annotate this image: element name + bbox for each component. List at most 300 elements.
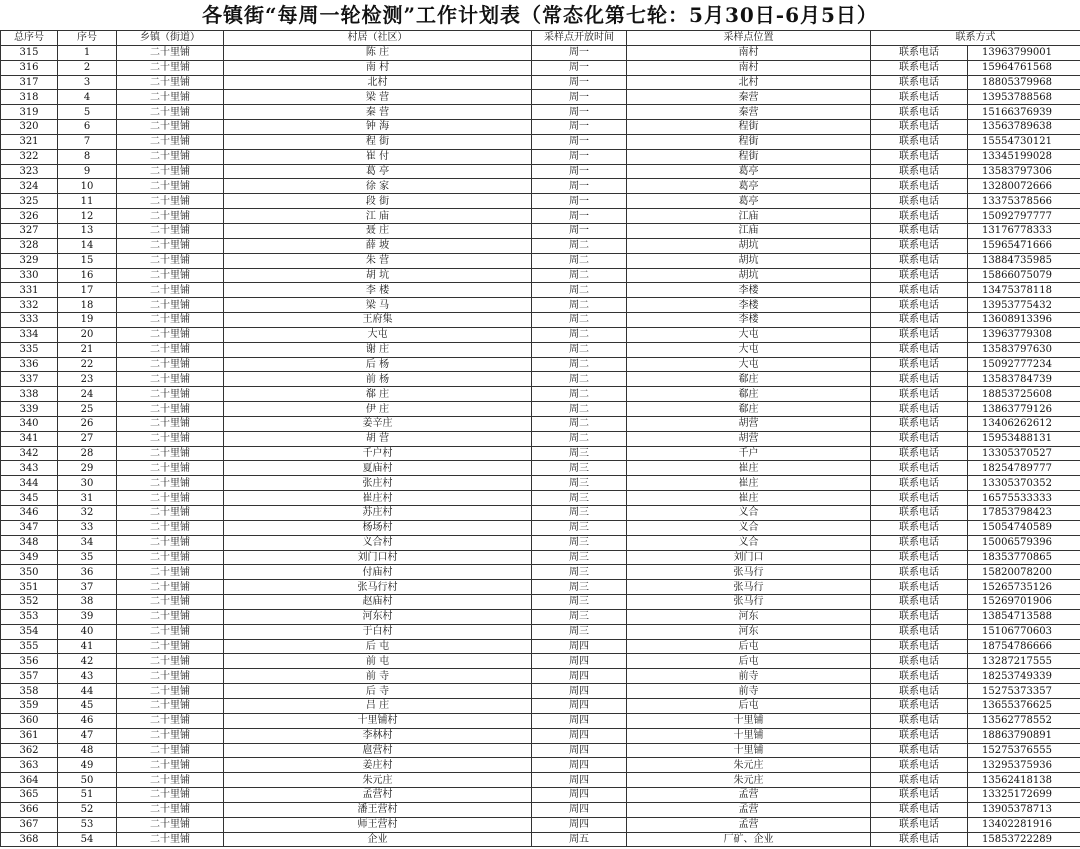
open-time-cell: 周四 (532, 698, 627, 713)
phone-number-cell: 13963799001 (968, 45, 1080, 60)
no-cell: 14 (58, 238, 117, 253)
open-time-cell: 周四 (532, 654, 627, 669)
phone-number-cell: 15054740589 (968, 520, 1080, 535)
open-time-cell: 周一 (532, 60, 627, 75)
location-cell: 河东 (627, 609, 871, 624)
table-row (1, 238, 1080, 253)
village-cell: 姜庄村 (224, 758, 532, 773)
phone-label-cell: 联系电话 (871, 194, 968, 209)
location-cell: 前寺 (627, 669, 871, 684)
table-row (1, 209, 1080, 224)
village-cell: 后 寺 (224, 684, 532, 699)
town-cell: 二十里铺 (117, 743, 224, 758)
phone-number-cell: 13953788568 (968, 90, 1080, 105)
location-cell: 胡坑 (627, 268, 871, 283)
village-cell: 前 寺 (224, 669, 532, 684)
phone-label-cell: 联系电话 (871, 298, 968, 313)
no-cell: 22 (58, 357, 117, 372)
table-row (1, 446, 1080, 461)
village-cell: 杨场村 (224, 520, 532, 535)
open-time-cell: 周一 (532, 120, 627, 135)
total-no-cell: 356 (1, 654, 58, 669)
no-cell: 7 (58, 134, 117, 149)
location-cell: 李楼 (627, 298, 871, 313)
header-location: 采样点位置 (627, 31, 871, 46)
table-row (1, 149, 1080, 164)
no-cell: 44 (58, 684, 117, 699)
table-row (1, 298, 1080, 313)
header-open-time: 采样点开放时间 (532, 31, 627, 46)
open-time-cell: 周一 (532, 223, 627, 238)
location-cell: 前寺 (627, 684, 871, 699)
open-time-cell: 周四 (532, 802, 627, 817)
table-row (1, 713, 1080, 728)
village-cell: 潘王营村 (224, 802, 532, 817)
phone-label-cell: 联系电话 (871, 327, 968, 342)
location-cell: 葛亭 (627, 179, 871, 194)
village-cell: 扈营村 (224, 743, 532, 758)
village-cell: 葛 亭 (224, 164, 532, 179)
total-no-cell: 323 (1, 164, 58, 179)
no-cell: 19 (58, 313, 117, 328)
no-cell: 5 (58, 105, 117, 120)
table-row (1, 90, 1080, 105)
total-no-cell: 316 (1, 60, 58, 75)
phone-label-cell: 联系电话 (871, 565, 968, 580)
village-cell: 苏庄村 (224, 506, 532, 521)
table-row (1, 476, 1080, 491)
town-cell: 二十里铺 (117, 728, 224, 743)
total-no-cell: 347 (1, 520, 58, 535)
total-no-cell: 330 (1, 268, 58, 283)
phone-label-cell: 联系电话 (871, 416, 968, 431)
village-cell: 张庄村 (224, 476, 532, 491)
phone-number-cell: 15092777234 (968, 357, 1080, 372)
total-no-cell: 320 (1, 120, 58, 135)
table-row (1, 402, 1080, 417)
table-row (1, 387, 1080, 402)
phone-label-cell: 联系电话 (871, 461, 968, 476)
village-cell: 段 街 (224, 194, 532, 209)
phone-number-cell: 15265735126 (968, 580, 1080, 595)
location-cell: 后屯 (627, 654, 871, 669)
total-no-cell: 338 (1, 387, 58, 402)
total-no-cell: 365 (1, 788, 58, 803)
total-no-cell: 352 (1, 595, 58, 610)
table-row (1, 624, 1080, 639)
village-cell: 北村 (224, 75, 532, 90)
phone-number-cell: 13563789638 (968, 120, 1080, 135)
open-time-cell: 周三 (532, 565, 627, 580)
phone-label-cell: 联系电话 (871, 728, 968, 743)
table-row (1, 327, 1080, 342)
town-cell: 二十里铺 (117, 120, 224, 135)
total-no-cell: 345 (1, 491, 58, 506)
location-cell: 郗庄 (627, 402, 871, 417)
total-no-cell: 362 (1, 743, 58, 758)
location-cell: 义合 (627, 520, 871, 535)
open-time-cell: 周四 (532, 684, 627, 699)
open-time-cell: 周一 (532, 194, 627, 209)
village-cell: 崔庄村 (224, 491, 532, 506)
open-time-cell: 周四 (532, 639, 627, 654)
total-no-cell: 328 (1, 238, 58, 253)
table-row (1, 357, 1080, 372)
table-row (1, 639, 1080, 654)
phone-label-cell: 联系电话 (871, 402, 968, 417)
no-cell: 39 (58, 609, 117, 624)
no-cell: 37 (58, 580, 117, 595)
phone-label-cell: 联系电话 (871, 654, 968, 669)
phone-number-cell: 13884735985 (968, 253, 1080, 268)
total-no-cell: 357 (1, 669, 58, 684)
town-cell: 二十里铺 (117, 817, 224, 832)
no-cell: 29 (58, 461, 117, 476)
town-cell: 二十里铺 (117, 283, 224, 298)
phone-number-cell: 13583784739 (968, 372, 1080, 387)
village-cell: 姜辛庄 (224, 416, 532, 431)
phone-number-cell: 18353770865 (968, 550, 1080, 565)
phone-label-cell: 联系电话 (871, 595, 968, 610)
no-cell: 48 (58, 743, 117, 758)
no-cell: 50 (58, 773, 117, 788)
location-cell: 孟营 (627, 788, 871, 803)
phone-label-cell: 联系电话 (871, 120, 968, 135)
table-row (1, 45, 1080, 60)
table-row (1, 609, 1080, 624)
total-no-cell: 350 (1, 565, 58, 580)
location-cell: 崔庄 (627, 461, 871, 476)
village-cell: 钟 海 (224, 120, 532, 135)
village-cell: 刘门口村 (224, 550, 532, 565)
phone-number-cell: 13863779126 (968, 402, 1080, 417)
open-time-cell: 周三 (532, 506, 627, 521)
table-row (1, 134, 1080, 149)
phone-label-cell: 联系电话 (871, 684, 968, 699)
table-row (1, 550, 1080, 565)
location-cell: 北村 (627, 75, 871, 90)
town-cell: 二十里铺 (117, 609, 224, 624)
header-village: 村居（社区） (224, 31, 532, 46)
location-cell: 胡营 (627, 431, 871, 446)
table-row (1, 313, 1080, 328)
total-no-cell: 340 (1, 416, 58, 431)
phone-number-cell: 15820078200 (968, 565, 1080, 580)
phone-label-cell: 联系电话 (871, 580, 968, 595)
total-no-cell: 318 (1, 90, 58, 105)
page-title: 各镇街“每周一轮检测”工作计划表（常态化第七轮：5月30日-6月5日） (202, 3, 878, 27)
phone-number-cell: 13583797306 (968, 164, 1080, 179)
open-time-cell: 周五 (532, 832, 627, 847)
village-cell: 胡 坑 (224, 268, 532, 283)
village-cell: 胡 营 (224, 431, 532, 446)
village-cell: 赵庙村 (224, 595, 532, 610)
location-cell: 十里铺 (627, 743, 871, 758)
phone-label-cell: 联系电话 (871, 179, 968, 194)
phone-number-cell: 13305370527 (968, 446, 1080, 461)
village-cell: 江 庙 (224, 209, 532, 224)
phone-number-cell: 13402281916 (968, 817, 1080, 832)
phone-label-cell: 联系电话 (871, 283, 968, 298)
open-time-cell: 周三 (532, 535, 627, 550)
location-cell: 南村 (627, 60, 871, 75)
open-time-cell: 周四 (532, 728, 627, 743)
total-no-cell: 335 (1, 342, 58, 357)
town-cell: 二十里铺 (117, 75, 224, 90)
no-cell: 9 (58, 164, 117, 179)
town-cell: 二十里铺 (117, 194, 224, 209)
total-no-cell: 319 (1, 105, 58, 120)
town-cell: 二十里铺 (117, 684, 224, 699)
no-cell: 3 (58, 75, 117, 90)
open-time-cell: 周一 (532, 164, 627, 179)
total-no-cell: 317 (1, 75, 58, 90)
location-cell: 张马行 (627, 595, 871, 610)
total-no-cell: 359 (1, 698, 58, 713)
total-no-cell: 344 (1, 476, 58, 491)
phone-label-cell: 联系电话 (871, 639, 968, 654)
phone-number-cell: 18253749339 (968, 669, 1080, 684)
no-cell: 20 (58, 327, 117, 342)
phone-label-cell: 联系电话 (871, 743, 968, 758)
village-cell: 张马行村 (224, 580, 532, 595)
table-row (1, 743, 1080, 758)
phone-number-cell: 15275376555 (968, 743, 1080, 758)
total-no-cell: 326 (1, 209, 58, 224)
phone-label-cell: 联系电话 (871, 758, 968, 773)
phone-number-cell: 13562778552 (968, 713, 1080, 728)
total-no-cell: 358 (1, 684, 58, 699)
village-cell: 梁 营 (224, 90, 532, 105)
header-town: 乡镇（街道） (117, 31, 224, 46)
phone-number-cell: 16575533333 (968, 491, 1080, 506)
phone-number-cell: 15953488131 (968, 431, 1080, 446)
village-cell: 吕 庄 (224, 698, 532, 713)
town-cell: 二十里铺 (117, 580, 224, 595)
village-cell: 于白村 (224, 624, 532, 639)
total-no-cell: 363 (1, 758, 58, 773)
table-row (1, 431, 1080, 446)
town-cell: 二十里铺 (117, 313, 224, 328)
phone-label-cell: 联系电话 (871, 253, 968, 268)
location-cell: 胡坑 (627, 253, 871, 268)
town-cell: 二十里铺 (117, 223, 224, 238)
village-cell: 前 屯 (224, 654, 532, 669)
open-time-cell: 周二 (532, 298, 627, 313)
no-cell: 6 (58, 120, 117, 135)
table-row (1, 223, 1080, 238)
table-row (1, 120, 1080, 135)
village-cell: 大屯 (224, 327, 532, 342)
open-time-cell: 周二 (532, 238, 627, 253)
town-cell: 二十里铺 (117, 179, 224, 194)
no-cell: 51 (58, 788, 117, 803)
open-time-cell: 周一 (532, 90, 627, 105)
no-cell: 28 (58, 446, 117, 461)
phone-number-cell: 15866075079 (968, 268, 1080, 283)
no-cell: 27 (58, 431, 117, 446)
town-cell: 二十里铺 (117, 624, 224, 639)
total-no-cell: 355 (1, 639, 58, 654)
village-cell: 后 杨 (224, 357, 532, 372)
schedule-table (0, 30, 1080, 847)
village-cell: 崔 付 (224, 149, 532, 164)
total-no-cell: 329 (1, 253, 58, 268)
phone-number-cell: 13953775432 (968, 298, 1080, 313)
town-cell: 二十里铺 (117, 238, 224, 253)
phone-label-cell: 联系电话 (871, 313, 968, 328)
phone-number-cell: 15965471666 (968, 238, 1080, 253)
town-cell: 二十里铺 (117, 698, 224, 713)
phone-number-cell: 13905378713 (968, 802, 1080, 817)
location-cell: 后屯 (627, 639, 871, 654)
location-cell: 后屯 (627, 698, 871, 713)
open-time-cell: 周二 (532, 372, 627, 387)
town-cell: 二十里铺 (117, 268, 224, 283)
phone-number-cell: 15275373357 (968, 684, 1080, 699)
phone-label-cell: 联系电话 (871, 268, 968, 283)
total-no-cell: 327 (1, 223, 58, 238)
no-cell: 2 (58, 60, 117, 75)
no-cell: 36 (58, 565, 117, 580)
town-cell: 二十里铺 (117, 357, 224, 372)
phone-number-cell: 15269701906 (968, 595, 1080, 610)
no-cell: 54 (58, 832, 117, 847)
total-no-cell: 361 (1, 728, 58, 743)
location-cell: 葛亭 (627, 164, 871, 179)
location-cell: 河东 (627, 624, 871, 639)
total-no-cell: 334 (1, 327, 58, 342)
total-no-cell: 343 (1, 461, 58, 476)
town-cell: 二十里铺 (117, 416, 224, 431)
no-cell: 35 (58, 550, 117, 565)
village-cell: 薛 坡 (224, 238, 532, 253)
no-cell: 18 (58, 298, 117, 313)
phone-number-cell: 13963779308 (968, 327, 1080, 342)
village-cell: 聂 庄 (224, 223, 532, 238)
table-row (1, 580, 1080, 595)
town-cell: 二十里铺 (117, 387, 224, 402)
header-no: 序号 (58, 31, 117, 46)
open-time-cell: 周一 (532, 209, 627, 224)
table-row (1, 595, 1080, 610)
phone-label-cell: 联系电话 (871, 520, 968, 535)
phone-label-cell: 联系电话 (871, 446, 968, 461)
open-time-cell: 周二 (532, 342, 627, 357)
village-cell: 陈 庄 (224, 45, 532, 60)
table-row (1, 268, 1080, 283)
no-cell: 33 (58, 520, 117, 535)
table-row (1, 194, 1080, 209)
no-cell: 38 (58, 595, 117, 610)
village-cell: 夏庙村 (224, 461, 532, 476)
total-no-cell: 332 (1, 298, 58, 313)
table-row (1, 253, 1080, 268)
table-row (1, 491, 1080, 506)
town-cell: 二十里铺 (117, 253, 224, 268)
phone-label-cell: 联系电话 (871, 817, 968, 832)
town-cell: 二十里铺 (117, 134, 224, 149)
table-row (1, 654, 1080, 669)
location-cell: 大屯 (627, 327, 871, 342)
phone-number-cell: 13345199028 (968, 149, 1080, 164)
no-cell: 52 (58, 802, 117, 817)
total-no-cell: 322 (1, 149, 58, 164)
location-cell: 刘门口 (627, 550, 871, 565)
open-time-cell: 周二 (532, 283, 627, 298)
phone-label-cell: 联系电话 (871, 535, 968, 550)
no-cell: 49 (58, 758, 117, 773)
total-no-cell: 333 (1, 313, 58, 328)
table-row (1, 565, 1080, 580)
town-cell: 二十里铺 (117, 773, 224, 788)
village-cell: 谢 庄 (224, 342, 532, 357)
table-row (1, 342, 1080, 357)
phone-label-cell: 联系电话 (871, 431, 968, 446)
no-cell: 12 (58, 209, 117, 224)
town-cell: 二十里铺 (117, 550, 224, 565)
phone-label-cell: 联系电话 (871, 387, 968, 402)
location-cell: 葛亭 (627, 194, 871, 209)
town-cell: 二十里铺 (117, 45, 224, 60)
location-cell: 江庙 (627, 223, 871, 238)
total-no-cell: 360 (1, 713, 58, 728)
no-cell: 41 (58, 639, 117, 654)
town-cell: 二十里铺 (117, 491, 224, 506)
header-contact: 联系方式 (871, 31, 1080, 46)
no-cell: 24 (58, 387, 117, 402)
town-cell: 二十里铺 (117, 506, 224, 521)
village-cell: 义合村 (224, 535, 532, 550)
town-cell: 二十里铺 (117, 298, 224, 313)
town-cell: 二十里铺 (117, 520, 224, 535)
table-row (1, 773, 1080, 788)
table-row (1, 179, 1080, 194)
village-cell: 付庙村 (224, 565, 532, 580)
table-row (1, 75, 1080, 90)
location-cell: 程街 (627, 120, 871, 135)
phone-label-cell: 联系电话 (871, 713, 968, 728)
open-time-cell: 周四 (532, 773, 627, 788)
phone-label-cell: 联系电话 (871, 788, 968, 803)
location-cell: 程街 (627, 134, 871, 149)
town-cell: 二十里铺 (117, 788, 224, 803)
location-cell: 郗庄 (627, 372, 871, 387)
phone-number-cell: 18754786666 (968, 639, 1080, 654)
phone-label-cell: 联系电话 (871, 105, 968, 120)
open-time-cell: 周三 (532, 550, 627, 565)
phone-number-cell: 18853725608 (968, 387, 1080, 402)
total-no-cell: 348 (1, 535, 58, 550)
village-cell: 南 村 (224, 60, 532, 75)
phone-label-cell: 联系电话 (871, 134, 968, 149)
total-no-cell: 367 (1, 817, 58, 832)
table-row (1, 105, 1080, 120)
village-cell: 师王营村 (224, 817, 532, 832)
phone-label-cell: 联系电话 (871, 223, 968, 238)
total-no-cell: 325 (1, 194, 58, 209)
location-cell: 孟营 (627, 802, 871, 817)
phone-label-cell: 联系电话 (871, 149, 968, 164)
table-row (1, 698, 1080, 713)
location-cell: 义合 (627, 506, 871, 521)
phone-label-cell: 联系电话 (871, 609, 968, 624)
phone-number-cell: 13562418138 (968, 773, 1080, 788)
village-cell: 徐 家 (224, 179, 532, 194)
phone-label-cell: 联系电话 (871, 773, 968, 788)
phone-label-cell: 联系电话 (871, 209, 968, 224)
phone-label-cell: 联系电话 (871, 342, 968, 357)
